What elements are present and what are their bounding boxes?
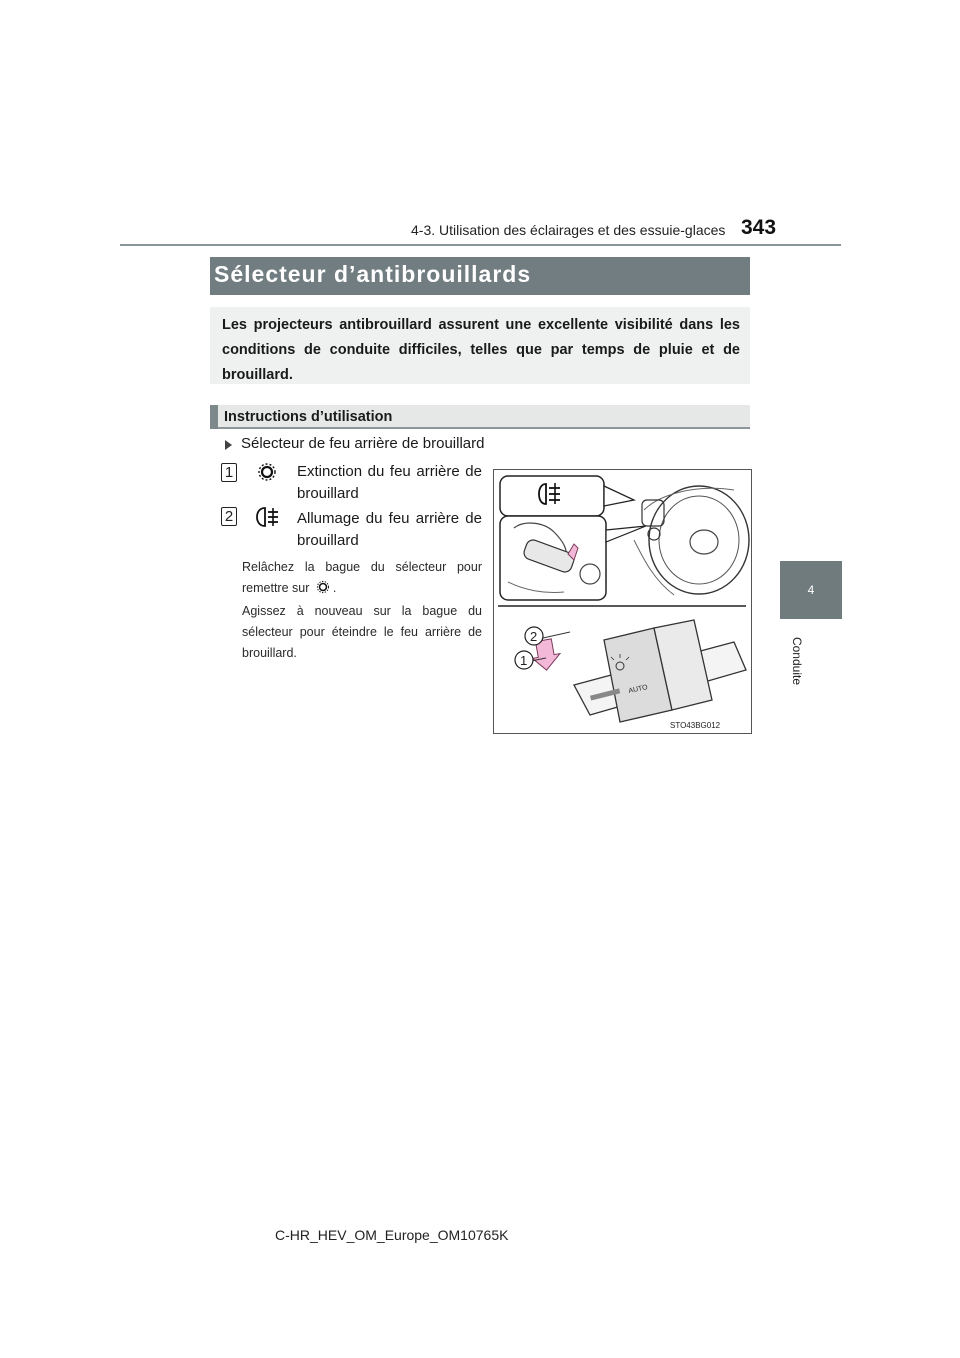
- section-marker: [210, 405, 218, 429]
- chapter-tab: 4: [780, 561, 842, 619]
- item-number-2: 2: [221, 507, 237, 526]
- section-heading: Instructions d’utilisation: [224, 409, 393, 425]
- note-turn-off: Agissez à nouveau sur la bague du sélecteur pour éteindre le feu arrière de brouillard.: [242, 604, 482, 660]
- callout-1: 1: [520, 653, 528, 668]
- fog-lamp-off-icon: [257, 462, 277, 482]
- switch-auto-label: AUTO: [627, 684, 649, 695]
- note-1-suffix: .: [332, 581, 337, 595]
- bubble-pointer: [604, 486, 634, 506]
- bullet-text: Sélecteur de feu arrière de brouillard: [241, 435, 485, 452]
- item-text-1: Extinction du feu arrière de brouillard: [297, 463, 482, 502]
- item-number-1: 1: [221, 463, 237, 482]
- note-1-text: Relâchez la bague du sélecteur pour remettre sur: [242, 560, 482, 595]
- page-number: 343: [741, 216, 777, 239]
- chapter-label: Conduite: [790, 636, 804, 686]
- rear-fog-lamp-icon: [255, 506, 281, 528]
- fog-switch-illustration: [494, 470, 751, 733]
- page-title: Sélecteur d’antibrouillards: [214, 261, 532, 287]
- figure-code: STO43BG012: [670, 721, 721, 730]
- header-divider: [120, 244, 841, 246]
- bullet-arrow-icon: [225, 440, 232, 450]
- fog-lamp-off-inline-icon: [315, 580, 331, 594]
- icon-callout-bubble: [500, 476, 604, 516]
- item-text-2: Allumage du feu arrière de brouillard: [297, 510, 482, 549]
- footer-doc-code: C-HR_HEV_OM_Europe_OM10765K: [275, 1227, 509, 1243]
- illustration-frame: [493, 469, 752, 734]
- running-header: 4-3. Utilisation des éclairages et des essuie-glaces: [411, 222, 726, 238]
- callout-2: 2: [530, 629, 538, 644]
- steering-wheel: [649, 486, 749, 594]
- intro-text: Les projecteurs antibrouillard assurent une excellente visibilité dans les conditions de conduite difficiles, telles que par temps de pluie et de brouillard.: [222, 317, 740, 383]
- note-release-ring: [242, 557, 482, 599]
